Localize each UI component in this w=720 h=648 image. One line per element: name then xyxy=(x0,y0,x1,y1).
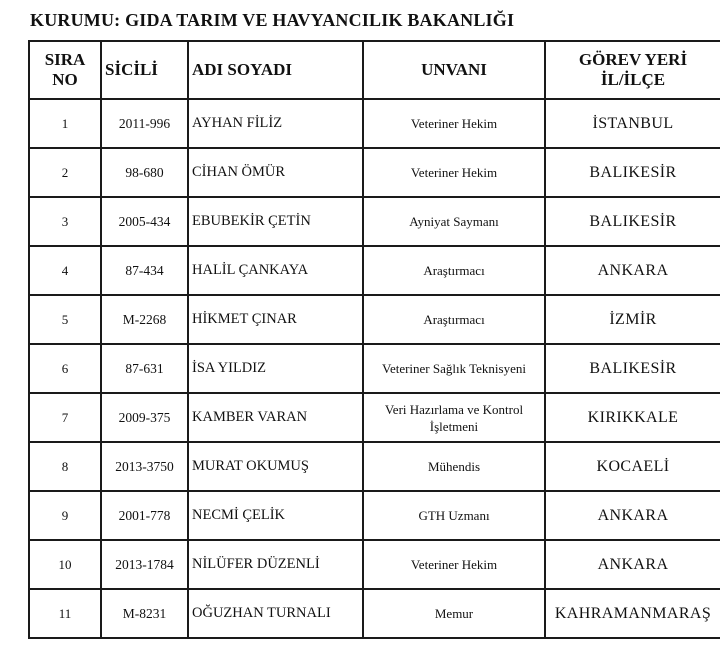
table-row xyxy=(29,442,720,491)
cell-sira-no: 3 xyxy=(29,197,101,246)
cell-sicil: 87-631 xyxy=(101,344,188,393)
header-sira-no-line1: SIRA xyxy=(44,50,86,69)
personnel-table xyxy=(28,40,720,639)
cell-sira-no: 7 xyxy=(29,393,101,442)
header-sira-no xyxy=(29,41,101,99)
cell-adi-soyadi: OĞUZHAN TURNALI xyxy=(188,589,363,638)
cell-unvani: Veri Hazırlama ve Kontrol İşletmeni xyxy=(363,393,545,442)
cell-unvani: Araştırmacı xyxy=(363,295,545,344)
cell-gorev-yeri: BALIKESİR xyxy=(545,197,720,246)
header-unvani: UNVANI xyxy=(363,41,545,99)
cell-unvani: Veteriner Hekim xyxy=(363,540,545,589)
cell-adi-soyadi: CİHAN ÖMÜR xyxy=(188,148,363,197)
table-row xyxy=(29,540,720,589)
cell-adi-soyadi: EBUBEKİR ÇETİN xyxy=(188,197,363,246)
cell-sira-no: 6 xyxy=(29,344,101,393)
cell-sira-no: 8 xyxy=(29,442,101,491)
cell-sicil: 2005-434 xyxy=(101,197,188,246)
cell-unvani: GTH Uzmanı xyxy=(363,491,545,540)
cell-unvani: Ayniyat Saymanı xyxy=(363,197,545,246)
cell-sira-no: 9 xyxy=(29,491,101,540)
cell-adi-soyadi: NİLÜFER DÜZENLİ xyxy=(188,540,363,589)
table-row xyxy=(29,99,720,148)
cell-unvani: Veteriner Sağlık Teknisyeni xyxy=(363,344,545,393)
header-gorev-yeri-line2: İL/İLÇE xyxy=(600,70,666,89)
cell-sicil: 2011-996 xyxy=(101,99,188,148)
cell-sicil: 2013-3750 xyxy=(101,442,188,491)
cell-unvani: Memur xyxy=(363,589,545,638)
table-row xyxy=(29,295,720,344)
header-gorev-yeri xyxy=(545,41,720,99)
cell-gorev-yeri: BALIKESİR xyxy=(545,344,720,393)
cell-adi-soyadi: KAMBER VARAN xyxy=(188,393,363,442)
cell-gorev-yeri: KIRIKKALE xyxy=(545,393,720,442)
cell-sira-no: 11 xyxy=(29,589,101,638)
cell-sicil: 98-680 xyxy=(101,148,188,197)
cell-unvani: Veteriner Hekim xyxy=(363,148,545,197)
header-sicil: SİCİLİ xyxy=(101,41,188,99)
cell-sicil: M-2268 xyxy=(101,295,188,344)
cell-sicil: 2013-1784 xyxy=(101,540,188,589)
cell-gorev-yeri: ANKARA xyxy=(545,246,720,295)
table-row xyxy=(29,246,720,295)
cell-sicil: M-8231 xyxy=(101,589,188,638)
table-row xyxy=(29,344,720,393)
table-row xyxy=(29,589,720,638)
cell-sicil: 2001-778 xyxy=(101,491,188,540)
cell-gorev-yeri: İSTANBUL xyxy=(545,99,720,148)
cell-gorev-yeri: KOCAELİ xyxy=(545,442,720,491)
cell-sira-no: 4 xyxy=(29,246,101,295)
cell-sira-no: 2 xyxy=(29,148,101,197)
page-title: KURUMU: GIDA TARIM VE HAVYANCILIK BAKANLIĞI xyxy=(30,10,515,30)
cell-adi-soyadi: HİKMET ÇINAR xyxy=(188,295,363,344)
cell-adi-soyadi: NECMİ ÇELİK xyxy=(188,491,363,540)
header-adi-soyadi: ADI SOYADI xyxy=(188,41,363,99)
cell-unvani: Araştırmacı xyxy=(363,246,545,295)
cell-adi-soyadi: MURAT OKUMUŞ xyxy=(188,442,363,491)
cell-unvani: Veteriner Hekim xyxy=(363,99,545,148)
cell-sicil: 87-434 xyxy=(101,246,188,295)
cell-unvani: Mühendis xyxy=(363,442,545,491)
header-gorev-yeri-line1: GÖREV YERİ xyxy=(578,50,688,69)
cell-gorev-yeri: KAHRAMANMARAŞ xyxy=(545,589,720,638)
cell-adi-soyadi: HALİL ÇANKAYA xyxy=(188,246,363,295)
cell-adi-soyadi: İSA YILDIZ xyxy=(188,344,363,393)
cell-sira-no: 10 xyxy=(29,540,101,589)
table-row xyxy=(29,148,720,197)
cell-gorev-yeri: ANKARA xyxy=(545,491,720,540)
cell-sira-no: 1 xyxy=(29,99,101,148)
header-sira-no-line2: NO xyxy=(52,70,78,89)
cell-sira-no: 5 xyxy=(29,295,101,344)
table-header-row xyxy=(29,41,720,99)
table-row xyxy=(29,197,720,246)
cell-gorev-yeri: BALIKESİR xyxy=(545,148,720,197)
cell-adi-soyadi: AYHAN FİLİZ xyxy=(188,99,363,148)
table-row xyxy=(29,393,720,442)
table-body xyxy=(29,99,720,638)
table-row xyxy=(29,491,720,540)
cell-gorev-yeri: İZMİR xyxy=(545,295,720,344)
cell-sicil: 2009-375 xyxy=(101,393,188,442)
cell-gorev-yeri: ANKARA xyxy=(545,540,720,589)
